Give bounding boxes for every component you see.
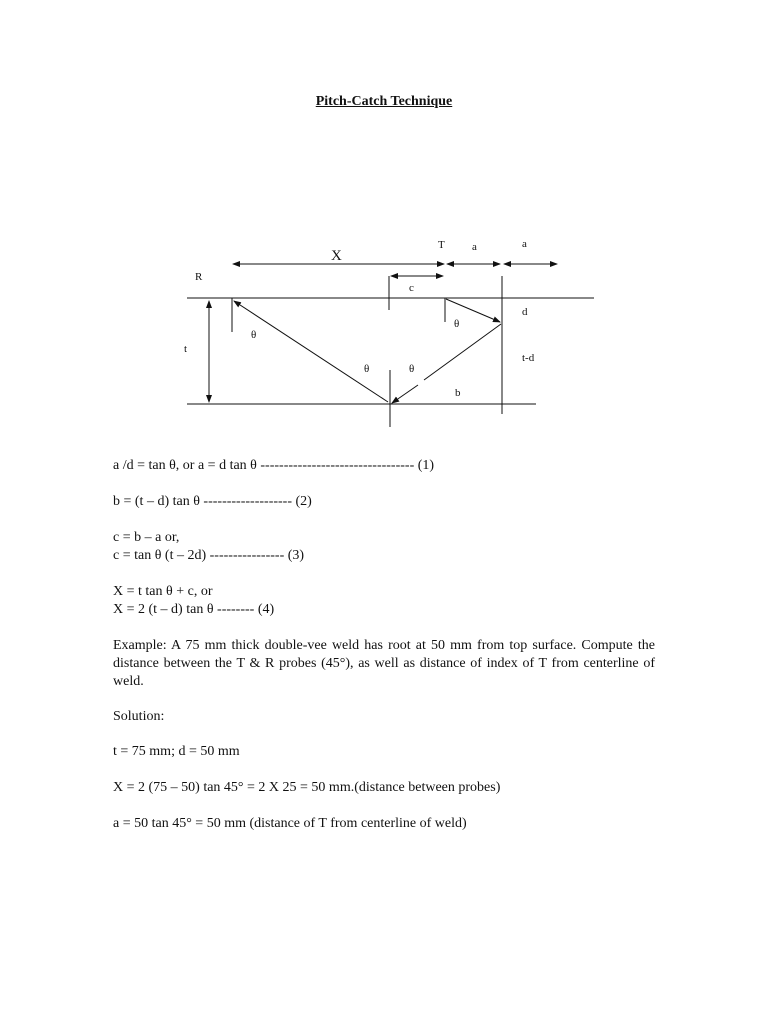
label-theta-r: θ [251,329,257,341]
solution-given: t = 75 mm; d = 50 mm [113,744,240,759]
solution-x-calculation: X = 2 (75 – 50) tan 45° = 2 X 25 = 50 mm.(distance between probes) [113,780,501,795]
label-d: d [522,306,528,318]
label-r-probe: R [195,271,203,283]
label-a-left: a [472,241,477,253]
label-theta-root-left: θ [364,363,370,375]
solution-heading: Solution: [113,709,165,724]
equation-1: a /d = tan θ, or a = d tan θ --------------------------------- (1) [113,458,435,473]
label-a-right: a [522,238,527,250]
label-b: b [455,387,461,399]
equation-4a: X = t tan θ + c, or [113,584,213,599]
solution-a-calculation: a = 50 tan 45° = 50 mm (distance of T from centerline of weld) [113,816,467,831]
equation-2: b = (t – d) tan θ ------------------- (2) [113,494,312,509]
label-theta-root-right: θ [409,363,415,375]
label-t-probe: T [438,239,445,251]
label-x: X [331,248,342,264]
equation-4b: X = 2 (t – d) tan θ -------- (4) [113,602,275,617]
beam-path-root-segment [392,385,418,403]
beam-path-root-to-receiver [234,301,388,402]
label-theta-t: θ [454,318,460,330]
beam-path-reflector-to-root [424,324,501,380]
pitch-catch-diagram [0,0,768,440]
example-paragraph: Example: A 75 mm thick double-vee weld has root at 50 mm from top surface. Compute the distance between the T & R probes (45°), as well as distance of index of T from centerline of weld. [113,638,655,689]
equation-3a: c = b – a or, [113,530,180,545]
label-t-minus-d: t-d [522,352,535,364]
equation-3b: c = tan θ (t – 2d) ---------------- (3) [113,548,305,563]
label-c: c [409,282,414,294]
page-title: Pitch-Catch Technique [315,94,453,109]
label-thickness: t [184,343,188,355]
